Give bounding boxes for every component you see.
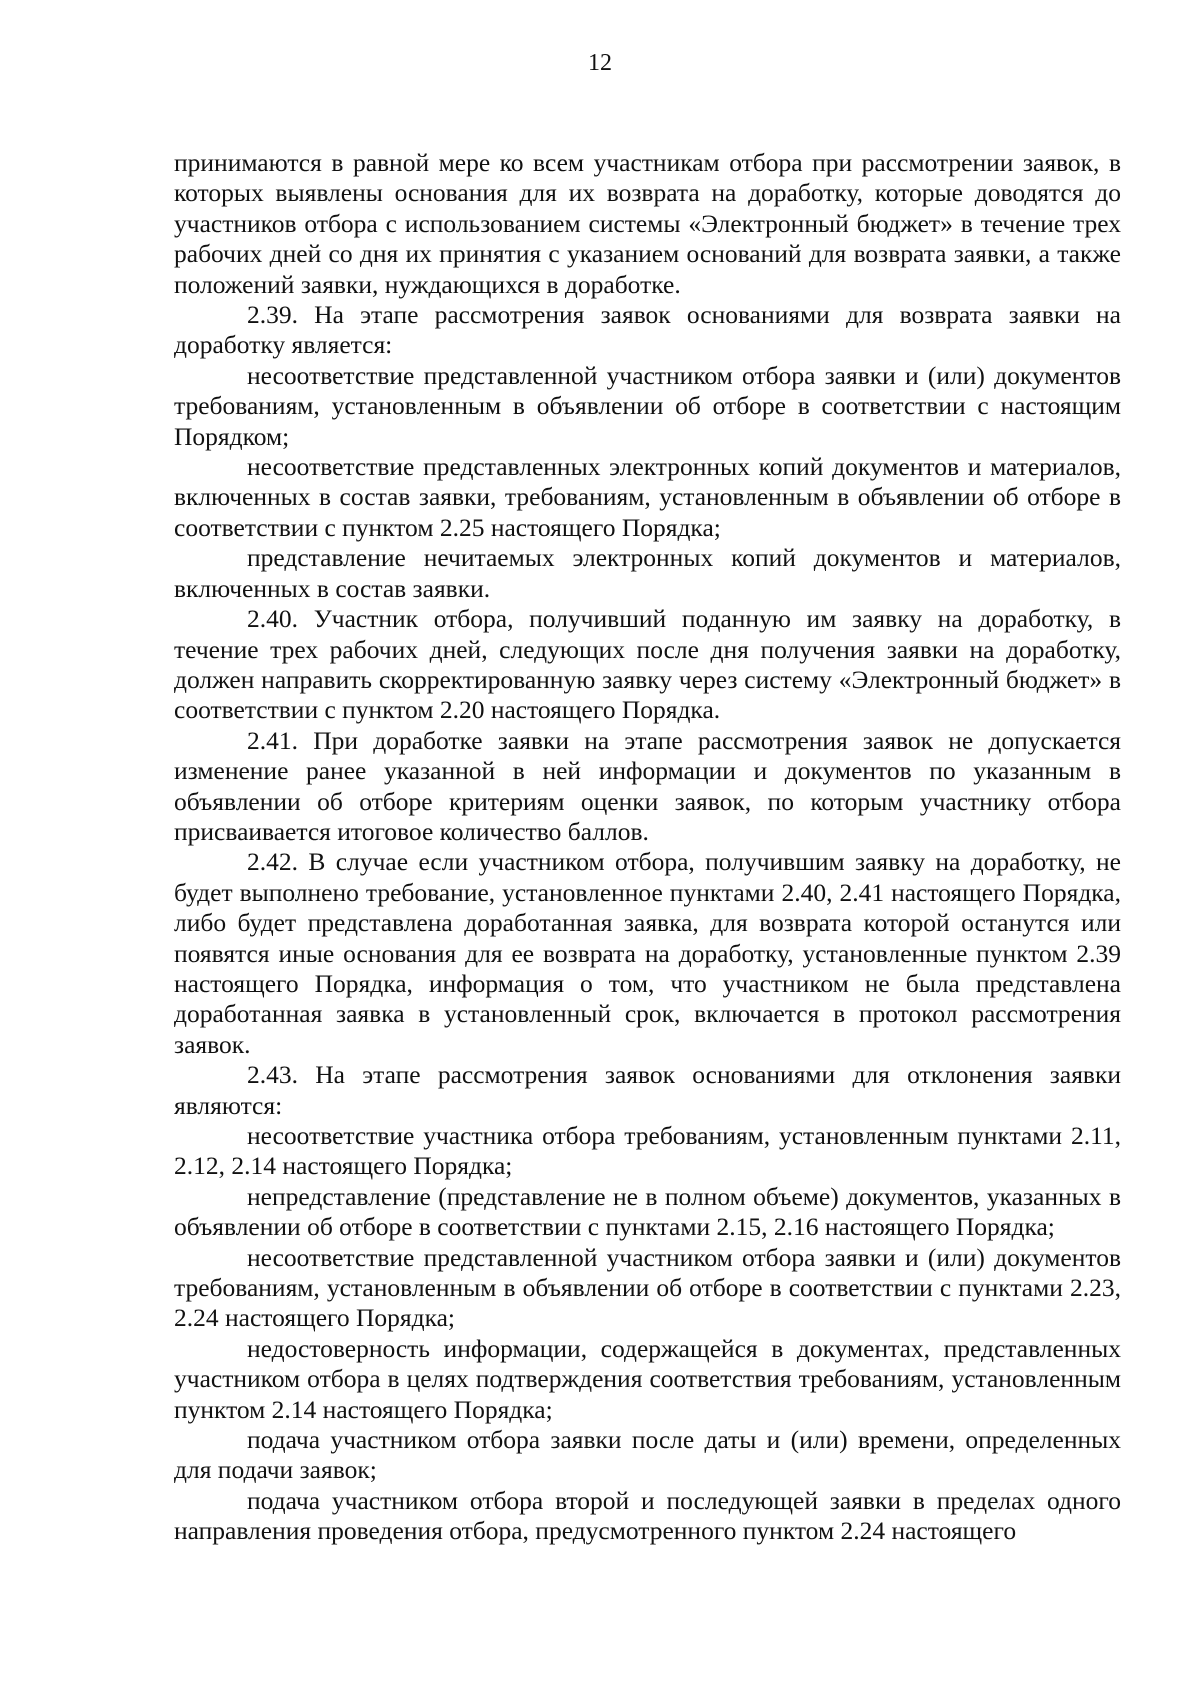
paragraph: несоответствие представленных электронных копий документов и материалов, включенных в состав заявки, требованиям, установленным в объявлении об отборе в соответствии с пунктом 2.25 настоящего Порядка; [174,452,1121,542]
paragraph: 2.43. На этапе рассмотрения заявок основаниями для отклонения заявки являются: [174,1060,1121,1120]
paragraph: непредставление (представление не в полном объеме) документов, указанных в объявлении об отборе в соответствии с пунктами 2.15, 2.16 настоящего Порядка; [174,1181,1121,1242]
paragraph: подача участником отбора заявки после даты и (или) времени, определенных для подачи заявок; [174,1425,1121,1485]
paragraph: подача участником отбора второй и последующей заявки в пределах одного направления проведения отбора, предусмотренного пунктом 2.24 настоящего [174,1485,1121,1546]
paragraph: представление нечитаемых электронных копий документов и материалов, включенных в состав заявки. [174,543,1121,603]
paragraph: несоответствие представленной участником отбора заявки и (или) документов требованиям, установленным в объявлении об отборе в соответствии с пунктами 2.23, 2.24 настоящего Порядка; [174,1242,1121,1333]
paragraph: 2.39. На этапе рассмотрения заявок основаниями для возврата заявки на доработку является: [174,300,1121,360]
paragraph: недостоверность информации, содержащейся в документах, представленных участником отбора в целях подтверждения соответствия требованиям, установленным пунктом 2.14 настоящего Порядка; [174,1333,1121,1424]
paragraph: несоответствие участника отбора требованиям, установленным пунктами 2.11, 2.12, 2.14 настоящего Порядка; [174,1121,1121,1181]
paragraph: 2.42. В случае если участником отбора, получившим заявку на доработку, не будет выполнено требование, установленное пунктами 2.40, 2.41 настоящего Порядка, либо будет представлена доработанная заявка, для возврата которой останутся или появятся иные основания для ее возврата на доработку, установленные пунктом 2.39 настоящего Порядка, информация о том, что участником не была представлена доработанная заявка в установленный срок, включается в протокол рассмотрения заявок. [174,847,1121,1059]
paragraph: 2.40. Участник отбора, получивший поданную им заявку на доработку, в течение трех рабочих дней, следующих после дня получения заявки на доработку, должен направить скорректированную заявку через систему «Электронный бюджет» в соответствии с пунктом 2.20 настоящего Порядка. [174,604,1121,725]
paragraph: несоответствие представленной участником отбора заявки и (или) документов требованиям, установленным в объявлении об отборе в соответствии с настоящим Порядком; [174,360,1121,451]
document-body [174,148,1121,1547]
paragraph: 2.41. При доработке заявки на этапе рассмотрения заявок не допускается изменение ранее указанной в ней информации и документов по указанным в объявлении об отборе критериям оценки заявок, по которым участнику отбора присваивается итоговое количество баллов. [174,725,1121,846]
page-number: 12 [588,50,612,76]
paragraph: принимаются в равной мере ко всем участникам отбора при рассмотрении заявок, в которых выявлены основания для их возврата на доработку, которые доводятся до участников отбора с использованием системы «Электронный бюджет» в течение трех рабочих дней со дня их принятия с указанием оснований для возврата заявки, а также положений заявки, нуждающихся в доработке. [174,148,1121,299]
